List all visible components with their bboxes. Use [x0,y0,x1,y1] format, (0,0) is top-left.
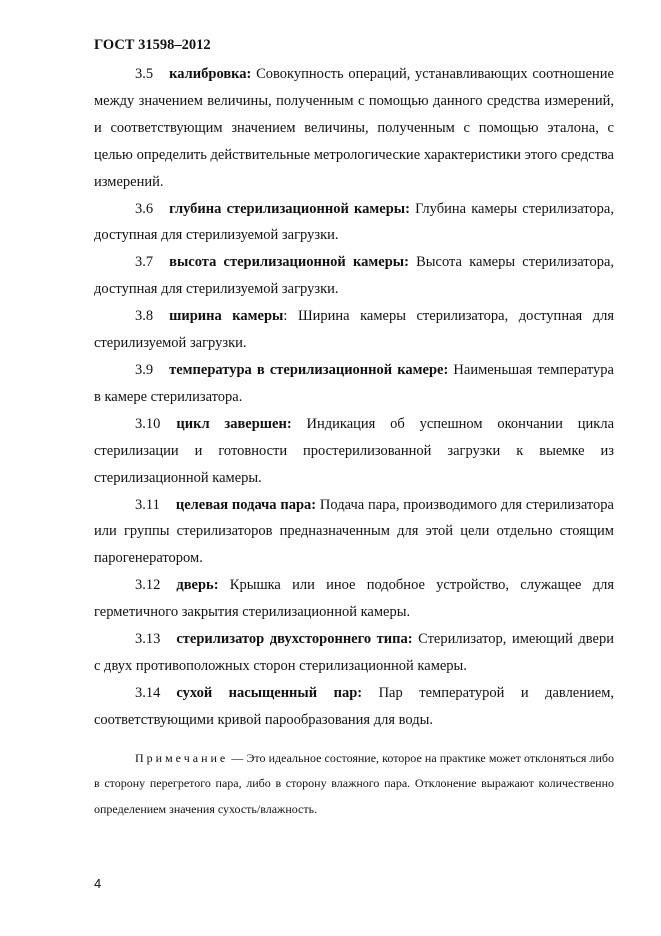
note-text: — Это идеальное состояние, которое на практике может отклоняться либо в сторону перегретого пара, либо в сторону влажного пара. Отклонение выражают количественно определением значения сухость/влажность. [94,750,614,816]
document-header: ГОСТ 31598–2012 [94,37,211,53]
entry-term: высота стерилизационной камеры: [169,254,409,271]
definition-entry [94,492,614,573]
entry-number: 3.14 [135,684,161,701]
definition-entry [94,249,614,303]
definition-entry [94,196,614,250]
entry-number: 3.6 [135,200,154,217]
entry-definition: Индикация об успешном окончании цикла стерилизации и готовности простерилизованной загрузки к выемке из стерилизационной камеры. [94,415,614,486]
entry-term: цикл завершен: [176,415,292,432]
definition-entry [94,357,614,411]
entry-definition: Высота камеры стерилизатора, доступная для стерилизуемой загрузки. [94,254,614,298]
entry-number: 3.13 [135,631,161,648]
definitions-list [94,61,614,834]
entry-definition: Пар температурой и давлением, соответствующими кривой парообразования для воды. [94,684,614,728]
entry-term: глубина стерилизационной камеры: [169,200,410,217]
definition-entry [94,680,614,734]
entry-number: 3.10 [135,415,161,432]
definition-entry [94,572,614,626]
definition-entry [94,411,614,492]
entry-definition: Наименьшая температура в камере стерилизатора. [94,361,614,405]
entry-term: стерилизатор двухстороннего типа: [176,631,413,648]
entry-definition: Подача пара, производимого для стерилизатора или группы стерилизаторов предназначенным для этой цели отдельно стоящим парогенератором. [94,496,614,567]
entry-term: температура в стерилизационной камере: [169,361,449,378]
note-label: Примечание [135,750,229,765]
entry-number: 3.8 [135,308,154,325]
entry-definition: Крышка или иное подобное устройство, служащее для герметичного закрытия стерилизационной камеры. [94,577,614,621]
note-paragraph [94,746,614,823]
entry-term: дверь: [176,577,219,594]
entry-number: 3.5 [135,66,154,82]
entry-definition: Совокупность операций, устанавливающих соотношение между значением величины, полученным с помощью данного средства измерений, и соответствующим значением величины, полученным с помощью эталона, с целью определить действительные метрологические характеристики этого средства измерений. [94,66,614,190]
page-number: 4 [94,876,102,891]
entry-number: 3.11 [135,496,160,513]
entry-term: ширина камеры [169,308,284,325]
definition-entry [94,61,614,196]
definition-entry [94,626,614,680]
entry-definition: : Ширина камеры стерилизатора, доступная для стерилизуемой загрузки. [94,308,615,352]
entry-definition: Глубина камеры стерилизатора, доступная для стерилизуемой загрузки. [94,200,614,244]
entry-number: 3.9 [135,361,154,378]
entry-term: калибровка: [169,66,252,82]
entry-term: целевая подача пара: [175,496,317,513]
entry-term: сухой насыщенный пар: [176,684,363,701]
entry-number: 3.7 [135,254,154,271]
definition-entry [94,303,614,357]
entry-number: 3.12 [135,577,161,594]
entry-definition: Стерилизатор, имеющий двери с двух противоположных сторон стерилизационной камеры. [94,631,614,674]
